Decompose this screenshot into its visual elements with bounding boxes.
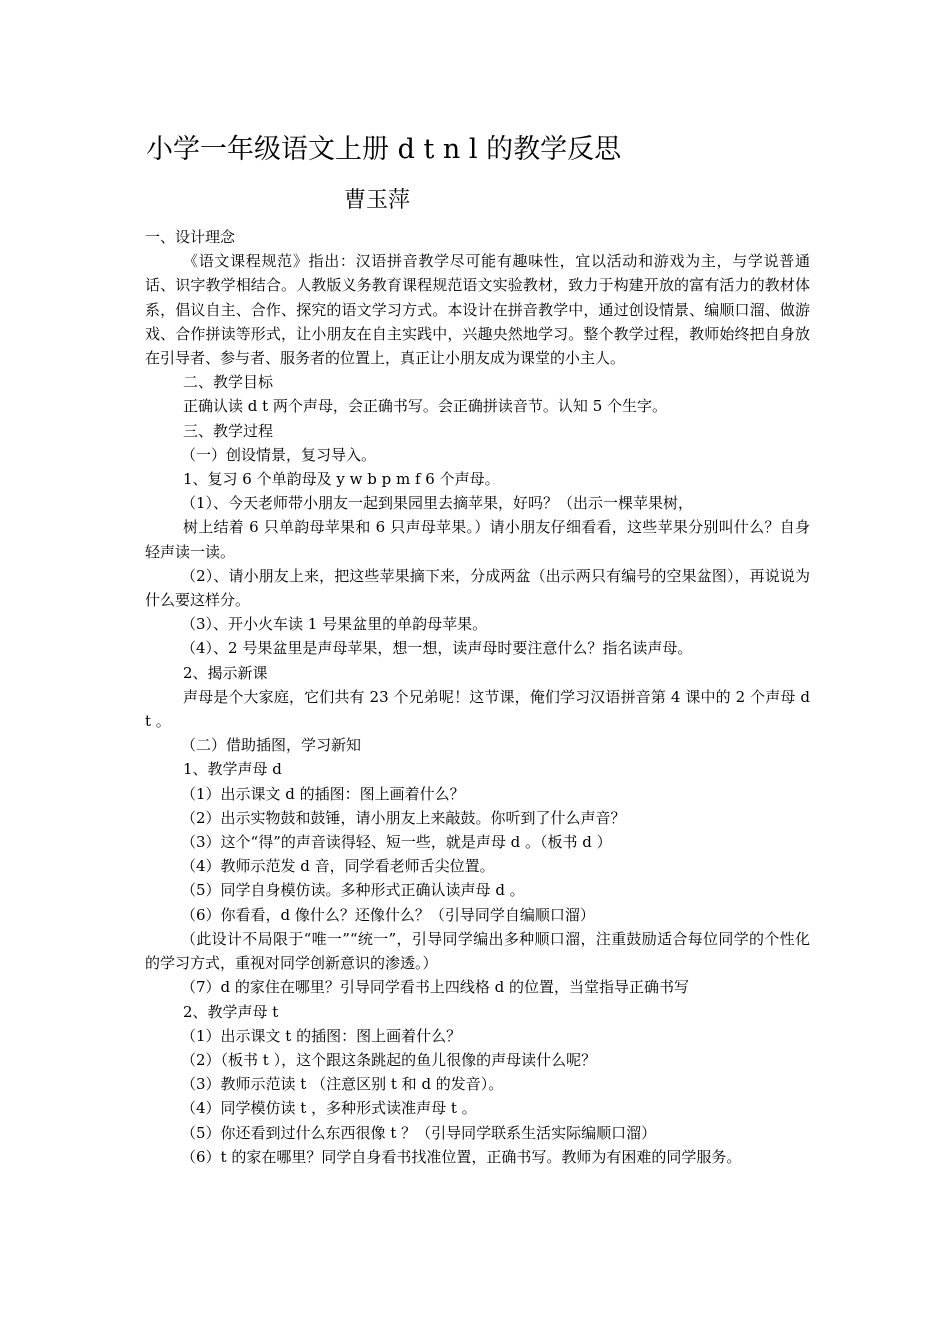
subsection-heading-new-lesson: （二）借助插图，学习新知 (181, 736, 362, 755)
list-item: 2、揭示新课 (183, 663, 268, 682)
list-item: （4）教师示范发 d 音，同学看老师舌尖位置。 (181, 857, 495, 876)
paragraph-design-concept: 《语文课程规范》指出：汉语拼音教学尽可能有趣味性，宜以活动和游戏为主，与学说普通话、识字教学相结合。人教版义务教育课程规范语文实验教材，致力于构建开放的富有活力的教材体系，倡议自主、合作、探究的语文学习方式。本设计在拼音教学中，通过创设情景、编顺口溜、做游戏、合作拼读等形式，让小朋友在自主实践中，兴趣央然地学习。整个教学过程，教师始终把自身放在引导者、参与者、服务者的位置上，真正让小朋友成为课堂的小主人。 (145, 252, 810, 368)
paragraph: 树上结着 6 只单韵母苹果和 6 只声母苹果。）请小朋友仔细看看，这些苹果分别叫什么？自身轻声读一读。 (145, 518, 810, 561)
list-item: （2）出示实物鼓和鼓锤，请小朋友上来敲鼓。你听到了什么声音？ (181, 808, 626, 827)
list-item: （1）、今天老师带小朋友一起到果园里去摘苹果，好吗？（出示一棵苹果树， (181, 494, 694, 513)
paragraph: 声母是个大家庭，它们共有 23 个兄弟呢！这节课，俺们学习汉语拼音第 4 课中的 2 个声母 d t 。 (145, 687, 810, 731)
list-item: 1、复习 6 个单韵母及 y w b p m f 6 个声母。 (183, 470, 500, 489)
list-item: （6）你看看，d 像什么？还像什么？（引导同学自编顺口溜） (181, 905, 595, 924)
list-item: （3）、开小火车读 1 号果盆里的单韵母苹果。 (181, 615, 488, 634)
list-item: （3）教师示范读 t （注意区别 t 和 d 的发音）。 (181, 1075, 504, 1094)
list-item: （4）同学模仿读 t ，多种形式读准声母 t 。 (181, 1099, 477, 1118)
list-item: 2、教学声母 t (183, 1002, 279, 1021)
subsection-heading-review: （一）创设情景，复习导入。 (181, 445, 377, 464)
document-body (145, 225, 810, 1169)
author-name: 曹玉萍 (344, 188, 411, 213)
list-item: （7）d 的家住在哪里？引导同学看书上四线格 d 的位置，当堂指导正确书写 (181, 978, 690, 997)
list-item: （1）出示课文 d 的插图：图上画着什么？ (181, 784, 465, 803)
list-item: （1）出示课文 t 的插图：图上画着什么？ (181, 1026, 462, 1045)
document-title: 小学一年级语文上册 d t n l 的教学反思 (146, 134, 622, 165)
paragraph-note: （此设计不局限于“唯一”“统一”，引导同学编出多种顺口溜，注重鼓励适合每位同学的个性化的学习方式，重视对同学创新意识的渗透。） (145, 929, 810, 973)
list-item: （2）（板书 t ），这个跟这条跳起的鱼儿很像的声母读什么呢？ (181, 1050, 597, 1069)
section-heading-process: 三、教学过程 (183, 421, 274, 440)
section-heading-design-concept: 一、设计理念 (145, 228, 236, 246)
list-item: （3）这个“得”的声音读得轻、短一些，就是声母 d 。（板书 d ） (181, 833, 612, 852)
list-item: （2）、请小朋友上来，把这些苹果摘下来，分成两盆（出示两只有编号的空果盆图），再说说为什么要这样分。 (145, 566, 810, 610)
list-item: （5）同学自身模仿读。多种形式正确认读声母 d 。 (181, 881, 525, 900)
list-item: （5）你还看到过什么东西很像 t ？（引导同学联系生活实际编顺口溜） (181, 1123, 657, 1142)
list-item: 1、教学声母 d (183, 760, 282, 779)
list-item: （4）、2 号果盆里是声母苹果，想一想，读声母时要注意什么？指名读声母。 (181, 639, 693, 658)
list-item: （6）t 的家在哪里？同学自身看书找准位置，正确书写。教师为有困难的同学服务。 (181, 1147, 742, 1166)
section-heading-goals: 二、教学目标 (183, 373, 274, 392)
paragraph-goals: 正确认读 d t 两个声母，会正确书写。会正确拼读音节。认知 5 个生字。 (183, 397, 668, 416)
